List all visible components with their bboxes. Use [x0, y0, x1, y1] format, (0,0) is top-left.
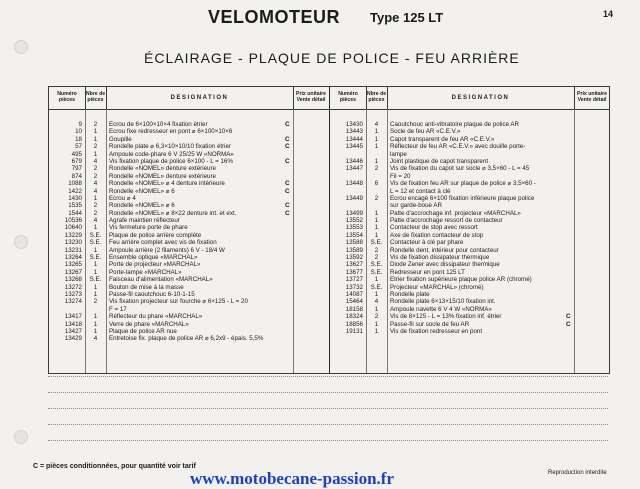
part-designation: Contacteur de stop avec ressort — [390, 224, 478, 232]
part-designation: Patte d'accrochage ressort de contacteur — [390, 217, 503, 225]
part-number: 13554 — [345, 231, 363, 239]
part-number: 13427 — [64, 327, 82, 335]
table-row — [49, 143, 329, 150]
part-number: 495 — [71, 150, 82, 158]
part-quantity: 1 — [93, 313, 98, 321]
part-quantity: 4 — [93, 180, 98, 188]
table-row — [49, 232, 329, 239]
part-designation: Rondelle «NOMEL» ⌀ 6 — [109, 187, 175, 195]
part-quantity: 1 — [374, 209, 379, 217]
table-row — [330, 269, 610, 276]
part-quantity: 1 — [374, 320, 379, 328]
table-row — [330, 188, 610, 195]
part-number: 13727 — [345, 276, 363, 284]
part-number: 13553 — [345, 224, 363, 232]
conditioned-mark: C — [566, 313, 571, 321]
part-quantity: 2 — [374, 254, 379, 262]
table-row — [49, 254, 329, 261]
part-designation: Vis de fixation redresseur en pont — [390, 327, 483, 335]
table-row — [330, 306, 610, 313]
part-number: 13627 — [345, 261, 363, 269]
table-row — [330, 321, 610, 328]
part-designation: Axe de fixation contacteur de stop — [390, 231, 484, 239]
part-number: 18856 — [345, 320, 363, 328]
part-quantity: 4 — [93, 217, 98, 225]
table-row — [330, 239, 610, 246]
part-designation: Rondelle «NOMEL» ⌀ 4 denture intérieure — [109, 180, 225, 188]
part-quantity: S.E. — [89, 239, 102, 247]
part-number: 18158 — [345, 305, 363, 313]
part-designation: Porte-lampe «MARCHAL» — [109, 268, 182, 276]
part-number: 14087 — [345, 290, 363, 298]
part-designation: Ecrou de 6×100×10×4 fixation étrier — [109, 121, 208, 128]
part-designation: Rondelle plate ⌀ 6,3×10×10/10 fixation étrier — [109, 143, 232, 151]
part-designation: sur garde-boue AR — [390, 202, 442, 210]
table-row — [330, 284, 610, 291]
header-designation: DESIGNATION — [106, 87, 294, 109]
note-line — [48, 376, 608, 377]
table-row — [49, 188, 329, 195]
part-number: 10536 — [64, 217, 82, 225]
part-designation: Vis de fixation du capot sur socle ⌀ 3,5×60 - L = 45 — [390, 165, 530, 173]
part-number: 13444 — [345, 135, 363, 143]
parts-table — [48, 86, 610, 374]
table-header — [49, 87, 329, 110]
part-number: 10 — [75, 128, 82, 136]
table-row — [330, 254, 610, 261]
part-quantity: 2 — [374, 165, 379, 173]
table-row — [49, 276, 329, 283]
part-number: 13588 — [345, 239, 363, 247]
table-row — [330, 121, 610, 128]
part-designation: Réflecteur du phare «MARCHAL» — [109, 313, 203, 321]
part-number: 13274 — [64, 298, 82, 306]
part-quantity: 1 — [93, 246, 98, 254]
table-row — [330, 180, 610, 187]
part-number: 874 — [71, 172, 82, 180]
part-quantity: 1 — [93, 135, 98, 143]
table-row — [330, 165, 610, 172]
table-row — [330, 328, 610, 335]
section-subtitle: ÉCLAIRAGE - PLAQUE DE POLICE - FEU ARRIÈRE — [144, 50, 520, 66]
table-row — [49, 247, 329, 254]
part-number: 15464 — [345, 298, 363, 306]
part-quantity: S.E. — [370, 283, 383, 291]
part-designation: Agrafe maintien réflecteur — [109, 217, 180, 225]
part-number: 9 — [78, 121, 82, 128]
note-line — [48, 440, 608, 441]
part-designation: Ampoule navette 6 V 4 W «NORMA» — [390, 305, 492, 313]
part-quantity: 2 — [93, 209, 98, 217]
part-quantity: 1 — [93, 268, 98, 276]
table-row — [330, 276, 610, 283]
part-designation: Passe-fil caoutchouc 6-10-1-15 — [109, 290, 195, 298]
part-quantity: 4 — [93, 187, 98, 195]
table-row — [330, 202, 610, 209]
part-quantity: 2 — [93, 202, 98, 210]
part-designation: Joint plastique de capot transparent — [390, 157, 489, 165]
part-number: 13447 — [345, 165, 363, 173]
part-designation: Passe-fil sur socle de feu AR — [390, 320, 470, 328]
note-line — [48, 392, 608, 393]
part-quantity: 4 — [374, 121, 379, 128]
model-type: Type 125 LT — [370, 10, 444, 25]
part-quantity: 1 — [374, 327, 379, 335]
table-row — [49, 158, 329, 165]
part-quantity: S.E. — [89, 276, 102, 284]
part-number: 18 — [75, 135, 82, 143]
part-designation: Plaque de police AR nue — [109, 327, 177, 335]
binder-hole — [14, 40, 28, 54]
part-number: 13231 — [64, 246, 82, 254]
table-row — [330, 143, 610, 150]
part-designation: Porte de projecteur «MARCHAL» — [109, 261, 201, 269]
conditioned-mark: C — [285, 202, 290, 210]
part-number: 13418 — [64, 320, 82, 328]
part-quantity: 1 — [93, 290, 98, 298]
part-number: 13429 — [64, 335, 82, 343]
part-number: 13267 — [64, 268, 82, 276]
part-number: 13445 — [345, 143, 363, 151]
part-quantity: 2 — [93, 165, 98, 173]
part-designation: Ecrou fixe redresseur en pont ⌀ 6×100×10×6 — [109, 128, 233, 136]
table-row — [330, 247, 610, 254]
part-quantity: 4 — [374, 298, 379, 306]
binder-hole — [14, 235, 28, 249]
part-quantity: S.E. — [370, 239, 383, 247]
table-row — [330, 261, 610, 268]
part-number: 13592 — [345, 254, 363, 262]
header-numero: Numéro pièces — [49, 87, 86, 109]
part-quantity: 1 — [374, 128, 379, 136]
part-quantity: 2 — [93, 121, 98, 128]
part-quantity: 4 — [93, 157, 98, 165]
part-quantity: 1 — [374, 157, 379, 165]
part-quantity: 2 — [374, 246, 379, 254]
part-quantity: 6 — [374, 180, 379, 188]
table-row — [49, 321, 329, 328]
part-number: 13265 — [64, 261, 82, 269]
rights-notice: Reproduction interdite — [548, 470, 607, 476]
part-quantity: 1 — [93, 224, 98, 232]
part-quantity: 1 — [374, 217, 379, 225]
part-number: 13268 — [64, 276, 82, 284]
part-designation: Diode Zener avec dissipateur thermique — [390, 261, 500, 269]
part-quantity: 1 — [93, 283, 98, 291]
part-number: 13273 — [64, 290, 82, 298]
note-line — [48, 424, 608, 425]
part-quantity: 4 — [93, 335, 98, 343]
table-row — [330, 128, 610, 135]
part-designation: Rondelle «NOMEL» ⌀ 6 — [109, 202, 175, 210]
part-number: 13272 — [64, 283, 82, 291]
part-number: 1422 — [68, 187, 82, 195]
table-row — [330, 313, 610, 320]
page-number: 14 — [603, 9, 614, 19]
part-quantity: 1 — [93, 327, 98, 335]
part-designation: Socle de feu AR «C.E.V.» — [390, 128, 461, 136]
part-number: 13677 — [345, 268, 363, 276]
header-designation: DESIGNATION — [387, 87, 575, 109]
part-quantity: S.E. — [89, 254, 102, 262]
rows-left — [49, 121, 329, 343]
table-row — [330, 210, 610, 217]
part-quantity: 2 — [93, 298, 98, 306]
part-number: 13229 — [64, 231, 82, 239]
part-designation: Contacteur à clé par phare — [390, 239, 464, 247]
part-number: 1544 — [68, 209, 82, 217]
binder-hole — [14, 430, 28, 444]
part-number: 1430 — [68, 194, 82, 202]
table-row — [49, 165, 329, 172]
part-designation: Bouton de mise à la masse — [109, 283, 184, 291]
table-row — [330, 158, 610, 165]
table-row — [49, 328, 329, 335]
part-number: 13732 — [345, 283, 363, 291]
part-number: 13589 — [345, 246, 363, 254]
table-row — [49, 239, 329, 246]
part-quantity: 1 — [93, 261, 98, 269]
part-designation: Fil = 20 — [390, 172, 411, 180]
part-quantity: 1 — [374, 276, 379, 284]
table-row — [49, 128, 329, 135]
table-row — [49, 269, 329, 276]
header-nombre: Nbre de pièces — [366, 87, 388, 109]
part-designation: Rondelle dent. intérieur pour contacteur — [390, 246, 499, 254]
part-designation: Ecrou ⌀ 4 — [109, 194, 136, 202]
part-quantity: S.E. — [89, 231, 102, 239]
part-quantity: S.E. — [370, 261, 383, 269]
part-designation: Rondelle «NOMEL» ⌀ 8×22 denture int. et ext. — [109, 209, 237, 217]
table-row — [49, 151, 329, 158]
table-header — [330, 87, 610, 110]
part-number: 13430 — [345, 121, 363, 128]
parts-table-left — [49, 87, 329, 373]
part-number: 1088 — [68, 180, 82, 188]
header-prix: Prix unitaire Vente détail — [577, 91, 607, 103]
rows-right — [330, 121, 610, 335]
part-quantity: 1 — [374, 143, 379, 151]
part-number: 679 — [71, 157, 82, 165]
part-designation: Feu arrière complet avec vis de fixation — [109, 239, 217, 247]
part-quantity: 2 — [93, 143, 98, 151]
part-number: 13264 — [64, 254, 82, 262]
part-designation: lampe — [390, 150, 407, 158]
header-nombre: Nbre de pièces — [85, 87, 107, 109]
part-designation: Capot transparent de feu AR «C.E.V.» — [390, 135, 495, 143]
part-designation: Rondelle «NOMEL» denture extérieure — [109, 165, 216, 173]
table-row — [330, 224, 610, 231]
part-designation: Caoutchouc anti-vibratoire plaque de police AR — [390, 121, 519, 128]
table-row — [49, 136, 329, 143]
part-number: 13230 — [64, 239, 82, 247]
part-designation: Verre de phare «MARCHAL» — [109, 320, 189, 328]
table-row — [330, 298, 610, 305]
table-row — [49, 313, 329, 320]
conditioned-mark: C — [285, 157, 290, 165]
table-row — [49, 195, 329, 202]
table-row — [330, 217, 610, 224]
part-designation: Rondelle plate — [390, 290, 430, 298]
table-row — [49, 284, 329, 291]
conditioned-mark: C — [285, 180, 290, 188]
part-designation: Redresseur en pont 125 LT — [390, 268, 465, 276]
part-designation: Vis de fixation dissipateur thermique — [390, 254, 490, 262]
part-designation: Plaque de police arrière complète — [109, 231, 202, 239]
part-designation: Vis de fixation feu AR sur plaque de police ⌀ 3,5×60 - — [390, 180, 536, 188]
part-quantity: 1 — [374, 135, 379, 143]
website-watermark[interactable]: www.motobecane-passion.fr — [190, 469, 394, 488]
table-row — [49, 306, 329, 313]
conditioned-mark: C — [285, 209, 290, 217]
part-designation: Ampoule arrière (2 filaments) 6 V - 18/4 W — [109, 246, 225, 254]
table-row — [330, 136, 610, 143]
part-number: 1535 — [68, 202, 82, 210]
part-designation: Entretoise fix. plaque de police AR ⌀ 6,2x9 - épais. 5,5% — [109, 335, 264, 343]
part-number: 18324 — [345, 313, 363, 321]
conditioned-mark: C — [285, 187, 290, 195]
part-quantity: 1 — [93, 194, 98, 202]
part-designation: Réflecteur de feu AR «C.E.V.» avec douille porte- — [390, 143, 526, 151]
part-quantity: 2 — [93, 172, 98, 180]
table-row — [49, 217, 329, 224]
part-number: 13446 — [345, 157, 363, 165]
conditioned-mark: C — [285, 143, 290, 151]
page-title: VELOMOTEUR — [208, 7, 341, 27]
header-numero: Numéro pièces — [330, 87, 367, 109]
table-row — [49, 224, 329, 231]
part-designation: Faisceau d'alimentation «MARCHAL» — [109, 276, 213, 284]
part-number: 19131 — [345, 327, 363, 335]
table-row — [330, 232, 610, 239]
part-quantity: 1 — [374, 231, 379, 239]
table-row — [49, 210, 329, 217]
part-designation: Rondelle plate 6×13×15/10 fixation int. — [390, 298, 496, 306]
table-row — [49, 335, 329, 342]
part-designation: Vis fixation plaque de police 6×100 - L = 16% — [109, 157, 233, 165]
table-row — [49, 298, 329, 305]
part-designation: Vis de 8×125 - L = 13% fixation inf. étrier — [390, 313, 502, 321]
part-quantity: 1 — [374, 305, 379, 313]
part-designation: Ensemble optique «MARCHAL» — [109, 254, 198, 262]
table-row — [49, 173, 329, 180]
part-quantity: 1 — [374, 224, 379, 232]
parts-table-right — [329, 87, 610, 373]
part-number: 13443 — [345, 128, 363, 136]
part-designation: Vis fixation projecteur sur fourche ⌀ 6×125 - L = 20 — [109, 298, 248, 306]
table-row — [330, 173, 610, 180]
part-quantity: 1 — [93, 320, 98, 328]
part-designation: L = 12 et contact à clé — [390, 187, 451, 195]
part-designation: Ampoule code-phare 6 V 25/25 W «NORMA» — [109, 150, 234, 158]
part-quantity: S.E. — [370, 268, 383, 276]
part-number: 13449 — [345, 194, 363, 202]
conditioned-mark: C — [285, 121, 290, 128]
table-row — [330, 151, 610, 158]
part-designation: Vis fermeture porte de phare — [109, 224, 188, 232]
conditioned-mark: C — [566, 320, 571, 328]
header-prix: Prix unitaire Vente détail — [296, 91, 326, 103]
footer-note: C = pièces conditionnées, pour quantité voir tarif — [33, 463, 196, 470]
part-designation: Goupille — [109, 135, 132, 143]
part-quantity: 1 — [93, 150, 98, 158]
table-row — [49, 291, 329, 298]
part-number: 13417 — [64, 313, 82, 321]
part-quantity: 2 — [374, 194, 379, 202]
part-number: 13499 — [345, 209, 363, 217]
conditioned-mark: C — [285, 135, 290, 143]
table-row — [49, 121, 329, 128]
part-designation: Rondelle «NOMEL» denture extérieure — [109, 172, 216, 180]
part-number: 57 — [75, 143, 82, 151]
part-number: 797 — [71, 165, 82, 173]
part-designation: Patte d'accrochage inf. projecteur «MARCHAL» — [390, 209, 521, 217]
note-line — [48, 408, 608, 409]
part-designation: F = 17 — [109, 305, 127, 313]
table-row — [49, 261, 329, 268]
part-quantity: 2 — [374, 313, 379, 321]
table-row — [49, 202, 329, 209]
part-designation: Projecteur «MARCHAL» (chromé) — [390, 283, 484, 291]
part-quantity: 1 — [374, 290, 379, 298]
table-row — [330, 291, 610, 298]
part-quantity: 1 — [93, 128, 98, 136]
part-number: 13552 — [345, 217, 363, 225]
part-designation: Etrier fixation supérieure plaque police AR (chromé) — [390, 276, 532, 284]
table-row — [330, 195, 610, 202]
table-row — [49, 180, 329, 187]
part-number: 10640 — [64, 224, 82, 232]
part-number: 13448 — [345, 180, 363, 188]
part-designation: Ecrou encagé 6×100 fixation inférieure plaque police — [390, 194, 535, 202]
